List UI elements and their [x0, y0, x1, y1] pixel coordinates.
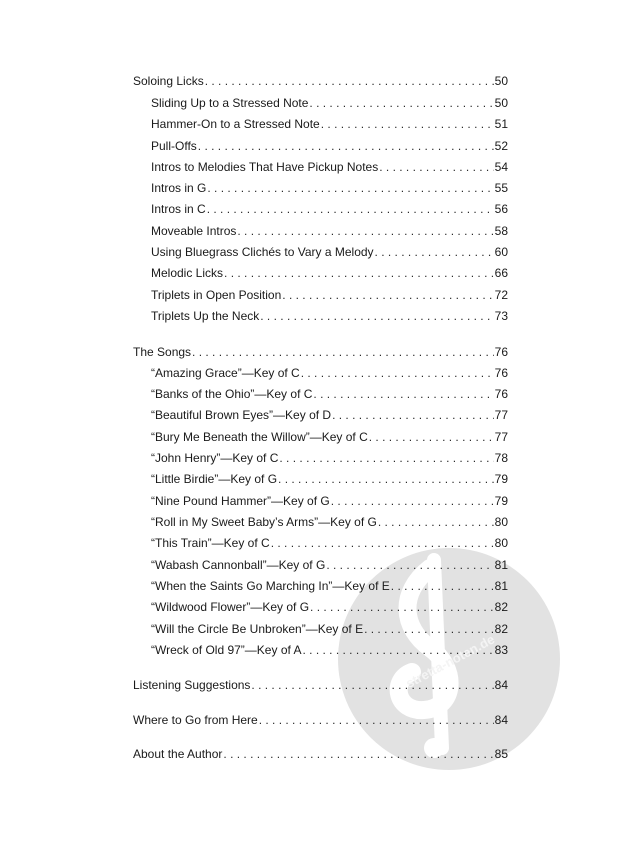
toc-subentry	[151, 387, 508, 401]
toc-page-number: 60	[494, 245, 508, 259]
toc-entry-title: “Will the Circle Be Unbroken”—Key of E	[151, 622, 364, 636]
toc-dot-leader	[332, 408, 494, 422]
toc-entry-title: Intros to Melodies That Have Pickup Notes	[151, 160, 379, 174]
toc-section-entry	[133, 747, 508, 761]
toc-entry-title: “Little Birdie”—Key of G	[151, 472, 278, 486]
toc-subentry	[151, 160, 508, 174]
toc-page-number: 76	[494, 366, 508, 380]
toc-dot-leader	[321, 117, 494, 131]
toc-page-number: 50	[494, 96, 508, 110]
toc-page-number: 73	[494, 309, 508, 323]
toc-subentry	[151, 494, 508, 508]
toc-dot-leader	[251, 678, 493, 692]
toc-page-number: 83	[494, 643, 508, 657]
toc-entry-title: “John Henry”—Key of C	[151, 451, 279, 465]
toc-dot-leader	[391, 579, 494, 593]
toc-entry-title: “This Train”—Key of C	[151, 536, 270, 550]
toc-entry-title: “Banks of the Ohio”—Key of C	[151, 387, 313, 401]
toc-entry-title: “Beautiful Brown Eyes”—Key of D	[151, 408, 332, 422]
toc-subentry	[151, 558, 508, 572]
toc-dot-leader	[259, 713, 494, 727]
toc-dot-leader	[326, 558, 493, 572]
toc-page-number: 50	[494, 74, 508, 88]
toc-entry-title: “Roll in My Sweet Baby’s Arms”—Key of G	[151, 515, 377, 529]
toc-subentry	[151, 288, 508, 302]
toc-dot-leader	[301, 366, 494, 380]
toc-entry-title: Hammer-On to a Stressed Note	[151, 117, 320, 131]
toc-section-entry	[133, 678, 508, 692]
toc-entry-title: Triplets Up the Neck	[151, 309, 260, 323]
toc-entry-title: Using Bluegrass Clichés to Vary a Melody	[151, 245, 374, 259]
toc-subentry	[151, 117, 508, 131]
toc-dot-leader	[378, 515, 494, 529]
toc-entry-title: “Wreck of Old 97”—Key of A	[151, 643, 302, 657]
toc-dot-leader	[313, 387, 493, 401]
toc-page-number: 79	[494, 494, 508, 508]
toc-entry-title: “Amazing Grace”—Key of C	[151, 366, 300, 380]
toc-dot-leader	[282, 288, 493, 302]
toc-dot-leader	[369, 430, 494, 444]
toc-subentry	[151, 309, 508, 323]
toc-subentry	[151, 245, 508, 259]
toc-subentry	[151, 451, 508, 465]
toc-dot-leader	[379, 160, 493, 174]
toc-page-number: 72	[494, 288, 508, 302]
toc-subentry	[151, 139, 508, 153]
toc-subentry	[151, 181, 508, 195]
toc-page-number: 52	[494, 139, 508, 153]
toc-dot-leader	[271, 536, 494, 550]
toc-dot-leader	[303, 643, 494, 657]
toc-entry-title: “Wabash Cannonball”—Key of G	[151, 558, 326, 572]
toc-subentry	[151, 408, 508, 422]
toc-dot-leader	[192, 345, 494, 359]
toc-entry-title: Intros in G	[151, 181, 207, 195]
toc-dot-leader	[223, 747, 493, 761]
toc-page-number: 78	[494, 451, 508, 465]
toc-entry-title: About the Author	[133, 747, 223, 761]
toc-entry-title: Intros in C	[151, 202, 206, 216]
toc-page-number: 80	[494, 515, 508, 529]
toc-subentry	[151, 536, 508, 550]
toc-entry-title: Soloing Licks	[133, 74, 204, 88]
toc-dot-leader	[331, 494, 494, 508]
toc-section-entry	[133, 74, 508, 88]
toc-page-number: 55	[494, 181, 508, 195]
toc-page-number: 56	[494, 202, 508, 216]
toc-page-number: 66	[494, 266, 508, 280]
toc-entry-title: Triplets in Open Position	[151, 288, 282, 302]
toc-dot-leader	[309, 96, 493, 110]
toc-subentry	[151, 600, 508, 614]
toc-entry-title: “Bury Me Beneath the Willow”—Key of C	[151, 430, 368, 444]
toc-section-entry	[133, 345, 508, 359]
toc-page-number: 76	[494, 387, 508, 401]
toc-subentry	[151, 515, 508, 529]
toc-page-number: 81	[494, 579, 508, 593]
toc-subentry	[151, 224, 508, 238]
toc-page-number: 79	[494, 472, 508, 486]
toc-subentry	[151, 472, 508, 486]
toc-page-number: 77	[494, 430, 508, 444]
toc-entry-title: “Wildwood Flower”—Key of G	[151, 600, 310, 614]
toc-dot-leader	[375, 245, 494, 259]
toc-entry-title: Melodic Licks	[151, 266, 224, 280]
toc-page-number: 80	[494, 536, 508, 550]
toc-dot-leader	[260, 309, 493, 323]
toc-entry-title: Where to Go from Here	[133, 713, 258, 727]
toc-dot-leader	[279, 451, 493, 465]
toc-subentry	[151, 266, 508, 280]
toc-dot-leader	[207, 202, 494, 216]
toc-entry-title: Sliding Up to a Stressed Note	[151, 96, 309, 110]
toc-subentry	[151, 366, 508, 380]
toc-dot-leader	[198, 139, 494, 153]
toc-page-number: 82	[494, 622, 508, 636]
toc-entry-title: Moveable Intros	[151, 224, 237, 238]
toc-dot-leader	[310, 600, 494, 614]
toc-dot-leader	[224, 266, 494, 280]
toc-entry-title: “When the Saints Go Marching In”—Key of E	[151, 579, 390, 593]
watermark-text: stretta-noten.de	[403, 631, 498, 691]
toc-subentry	[151, 430, 508, 444]
toc-page-number: 82	[494, 600, 508, 614]
toc-page-number: 84	[494, 678, 508, 692]
toc-dot-leader	[205, 74, 494, 88]
toc-dot-leader	[207, 181, 493, 195]
toc-dot-leader	[237, 224, 493, 238]
toc-page-number: 58	[494, 224, 508, 238]
toc-page-number: 81	[494, 558, 508, 572]
toc-subentry	[151, 202, 508, 216]
toc-dot-leader	[278, 472, 494, 486]
toc-subentry	[151, 622, 508, 636]
toc-entry-title: The Songs	[133, 345, 192, 359]
toc-entry-title: “Nine Pound Hammer”—Key of G	[151, 494, 330, 508]
toc-page-number: 54	[494, 160, 508, 174]
toc-subentry	[151, 579, 508, 593]
toc-page-number: 76	[494, 345, 508, 359]
toc-subentry	[151, 643, 508, 657]
toc-section-entry	[133, 713, 508, 727]
toc-page-number: 77	[494, 408, 508, 422]
toc-page-number: 51	[494, 117, 508, 131]
toc-entry-title: Listening Suggestions	[133, 678, 251, 692]
toc-page-number: 85	[494, 747, 508, 761]
toc-entry-title: Pull-Offs	[151, 139, 197, 153]
toc-subentry	[151, 96, 508, 110]
toc-page-number: 84	[494, 713, 508, 727]
toc-dot-leader	[364, 622, 494, 636]
